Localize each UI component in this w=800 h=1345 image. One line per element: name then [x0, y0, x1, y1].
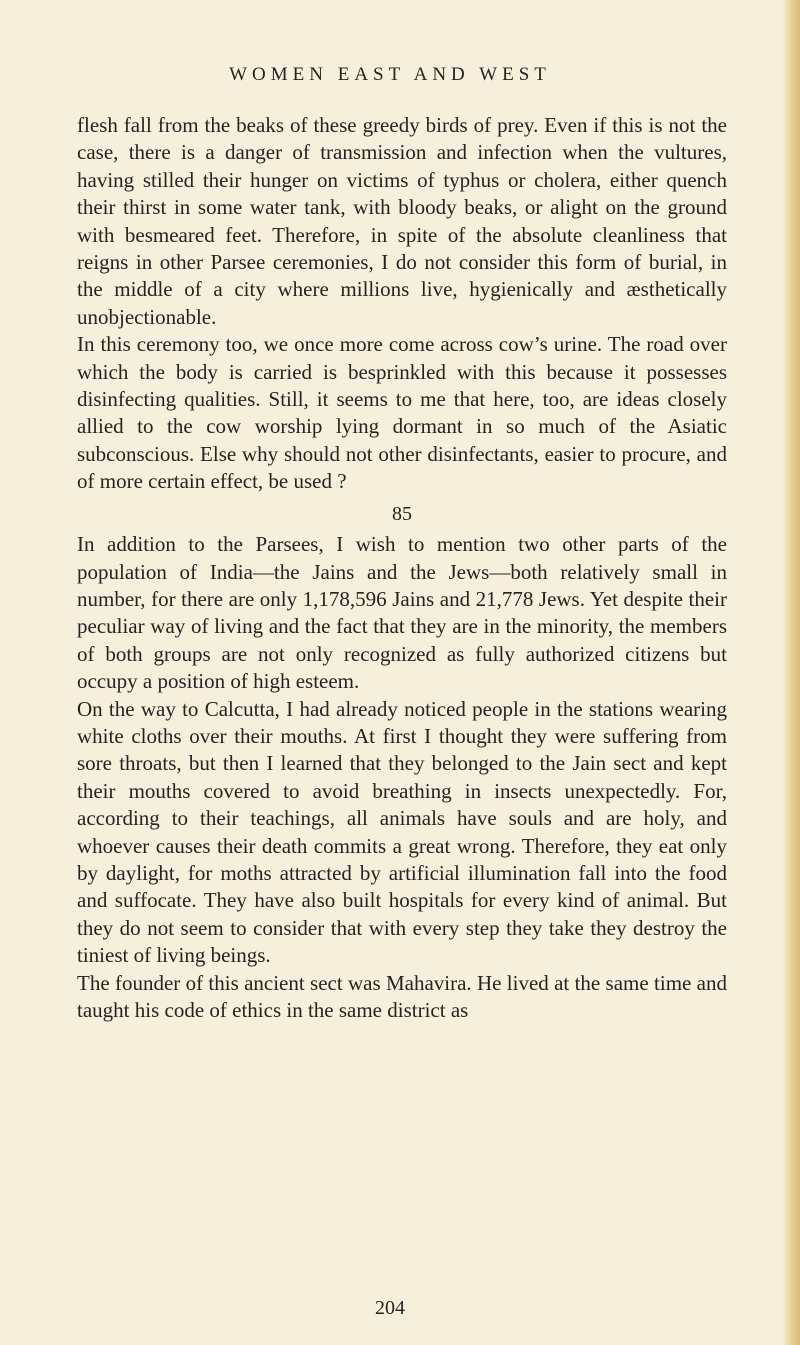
- paragraph: In this ceremony too, we once more come across cow’s urine. The road over which the body is carried is besprinkled with this because it possesses disinfecting qualities. Still, it seems to me that here, too, are ideas closely allied to the cow worship lying dormant in so much of the Asiatic subconscious. Else why should not other disinfectants, easier to procure, and of more certain effect, be used ?: [77, 332, 727, 494]
- paragraph: On the way to Calcutta, I had already noticed people in the stations wearing white cloths over their mouths. At first I thought they were suffering from sore throats, but then I learned that they belonged to the Jain sect and kept their mouths covered to avoid breathing in insects unexpectedly. For, according to their teachings, all animals have souls and are holy, and whoever causes their death commits a great wrong. Therefore, they eat only by daylight, for moths attracted by artificial illumination fall into the food and suffocate. They have also built hospitals for every kind of animal. But they do not seem to consider that with every step they take they destroy the tiniest of living beings.: [77, 696, 727, 968]
- body-text: [77, 112, 727, 1024]
- page-edge-shadow: [782, 0, 800, 1345]
- section-number: 85: [392, 502, 412, 525]
- page-number: 204: [375, 1297, 405, 1319]
- running-head: WOMEN EAST AND WEST: [229, 64, 551, 85]
- paragraph: flesh fall from the beaks of these greedy birds of prey. Even if this is not the case, there is a danger of transmission and infection when the vultures, having stilled their hunger on victims of typhus or cholera, either quench their thirst in some water tank, with bloody beaks, or alight on the ground with besmeared feet. Therefore, in spite of the absolute cleanliness that reigns in other Parsee ceremonies, I do not consider this form of burial, in the middle of a city where millions live, hygienically and æsthetically unobjectionable.: [77, 113, 727, 329]
- paragraph: The founder of this ancient sect was Mahavira. He lived at the same time and taught his code of ethics in the same district as: [77, 970, 727, 1022]
- paragraph: In addition to the Parsees, I wish to mention two other parts of the population of India—the Jains and the Jews—both relatively small in number, for there are only 1,178,596 Jains and 21,778 Jews. Yet despite their peculiar way of living and the fact that they are in the minority, the members of both groups are not only recognized as fully authorized citizens but occupy a position of high esteem.: [77, 532, 727, 694]
